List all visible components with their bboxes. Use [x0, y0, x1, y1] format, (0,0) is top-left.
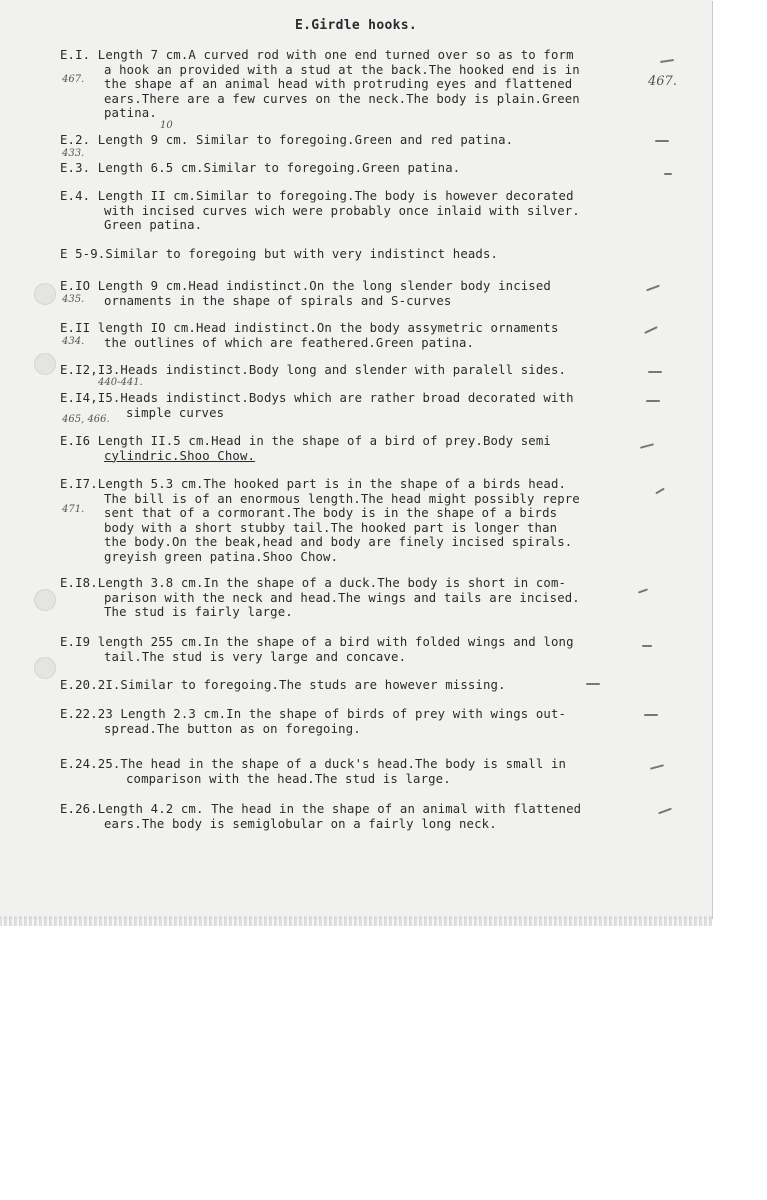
- handwritten-note: 433.: [62, 148, 85, 159]
- check-mark: [655, 140, 669, 142]
- entry-line: body with a short stubby tail.The hooked part is longer than: [104, 520, 558, 535]
- handwritten-note: 467.: [62, 74, 85, 85]
- handwritten-note: 471.: [62, 504, 85, 515]
- entry-line: The bill is of an enormous length.The head might possibly repre: [104, 491, 580, 506]
- entry-line: E.26.Length 4.2 cm. The head in the shape of an animal with flattened: [60, 802, 582, 816]
- entry-e2: [60, 133, 660, 148]
- check-mark: [658, 808, 672, 815]
- entry-line: simple curves: [126, 405, 225, 420]
- entry-line: The stud is fairly large.: [104, 605, 293, 620]
- check-mark: [586, 683, 600, 685]
- check-mark: [648, 371, 662, 373]
- page-title: E.Girdle hooks.: [295, 18, 417, 33]
- entry-e12-13: [60, 363, 660, 378]
- check-mark: [664, 173, 672, 175]
- entry-line: E.IO Length 9 cm.Head indistinct.On the long slender body incised: [60, 279, 551, 293]
- handwritten-note: 440-441.: [98, 377, 143, 388]
- entry-line: ears.There are a few curves on the neck.The body is plain.Green: [104, 91, 580, 106]
- entry-line: the body.On the beak,head and body are finely incised spirals.: [104, 535, 573, 550]
- entry-line: E.24.25.The head in the shape of a duck's head.The body is small in: [60, 757, 567, 771]
- entry-line: spread.The button as on foregoing.: [104, 721, 361, 736]
- handwritten-note: 465, 466.: [62, 414, 110, 425]
- entry-e16: [60, 434, 660, 463]
- entry-e11: [60, 321, 660, 350]
- entry-line: E.3. Length 6.5 cm.Similar to foregoing.Green patina.: [60, 161, 461, 175]
- entry-line: with incised curves wich were probably once inlaid with silver.: [104, 203, 580, 218]
- entry-line: the outlines of which are feathered.Green patina.: [104, 335, 475, 350]
- entry-line: a hook an provided with a stud at the back.The hooked end is in: [104, 62, 580, 77]
- entry-line: Green patina.: [104, 218, 203, 233]
- entry-e19: [60, 635, 660, 664]
- entry-e14-15: [60, 391, 660, 420]
- punch-hole: [34, 283, 56, 305]
- check-mark: [642, 645, 652, 647]
- entry-line: E.2. Length 9 cm. Similar to foregoing.Green and red patina.: [60, 133, 514, 147]
- entry-line: E.4. Length II cm.Similar to foregoing.The body is however decorated: [60, 189, 574, 203]
- entry-e18: [60, 576, 660, 620]
- entry-line: E.I4,I5.Heads indistinct.Bodys which are rather broad decorated with: [60, 391, 574, 405]
- entry-line: sent that of a cormorant.The body is in the shape of a birds: [104, 506, 558, 521]
- entry-e1: [60, 48, 660, 121]
- check-mark: [646, 400, 660, 402]
- entry-line: E.I7.Length 5.3 cm.The hooked part is in the shape of a birds head.: [60, 477, 567, 491]
- entry-e10: [60, 279, 660, 308]
- entry-e3: [60, 161, 660, 176]
- entry-line: E.I. Length 7 cm.A curved rod with one end turned over so as to form: [60, 48, 574, 62]
- entry-line: greyish green patina.Shoo Chow.: [104, 549, 339, 564]
- entry-line: patina.: [104, 106, 157, 121]
- entry-e4: [60, 189, 660, 233]
- entry-line: tail.The stud is very large and concave.: [104, 649, 407, 664]
- entry-line: E.I6 Length II.5 cm.Head in the shape of a bird of prey.Body semi: [60, 434, 551, 448]
- entry-line: parison with the neck and head.The wings and tails are incised.: [104, 590, 580, 605]
- entry-line: cylindric.Shoo Chow.: [104, 448, 256, 463]
- handwritten-note: 467.: [648, 74, 677, 89]
- handwritten-note: 434.: [62, 336, 85, 347]
- entry-e24-25: [60, 757, 660, 786]
- entry-e17: [60, 477, 660, 565]
- punch-hole: [34, 353, 56, 375]
- punch-hole: [34, 589, 56, 611]
- entry-line: E.I9 length 255 cm.In the shape of a bird with folded wings and long: [60, 635, 574, 649]
- entry-line: the shape af an animal head with protruding eyes and flattened: [104, 77, 573, 92]
- entry-line: ornaments in the shape of spirals and S-curves: [104, 293, 452, 308]
- entry-e22-23: [60, 707, 660, 736]
- entry-line: E.20.2I.Similar to foregoing.The studs are however missing.: [60, 678, 506, 692]
- entry-e20-21: [60, 678, 660, 693]
- handwritten-note: 10: [160, 120, 173, 131]
- punch-hole: [34, 657, 56, 679]
- scan-edge: [0, 916, 712, 926]
- handwritten-note: 435.: [62, 294, 85, 305]
- check-mark: [660, 59, 674, 63]
- entry-line: E.22.23 Length 2.3 cm.In the shape of birds of prey with wings out-: [60, 707, 567, 721]
- entry-e26: [60, 802, 660, 831]
- entry-e5-9: [60, 247, 660, 262]
- entry-line: E 5-9.Similar to foregoing but with very indistinct heads.: [60, 247, 499, 261]
- entry-line: ears.The body is semiglobular on a fairly long neck.: [104, 816, 497, 831]
- entry-line: E.I8.Length 3.8 cm.In the shape of a duck.The body is short in com-: [60, 576, 567, 590]
- entry-line: comparison with the head.The stud is large.: [126, 771, 451, 786]
- check-mark: [644, 714, 658, 716]
- entry-line: E.II length IO cm.Head indistinct.On the body assymetric ornaments: [60, 321, 559, 335]
- entry-line: E.I2,I3.Heads indistinct.Body long and slender with paralell sides.: [60, 363, 567, 377]
